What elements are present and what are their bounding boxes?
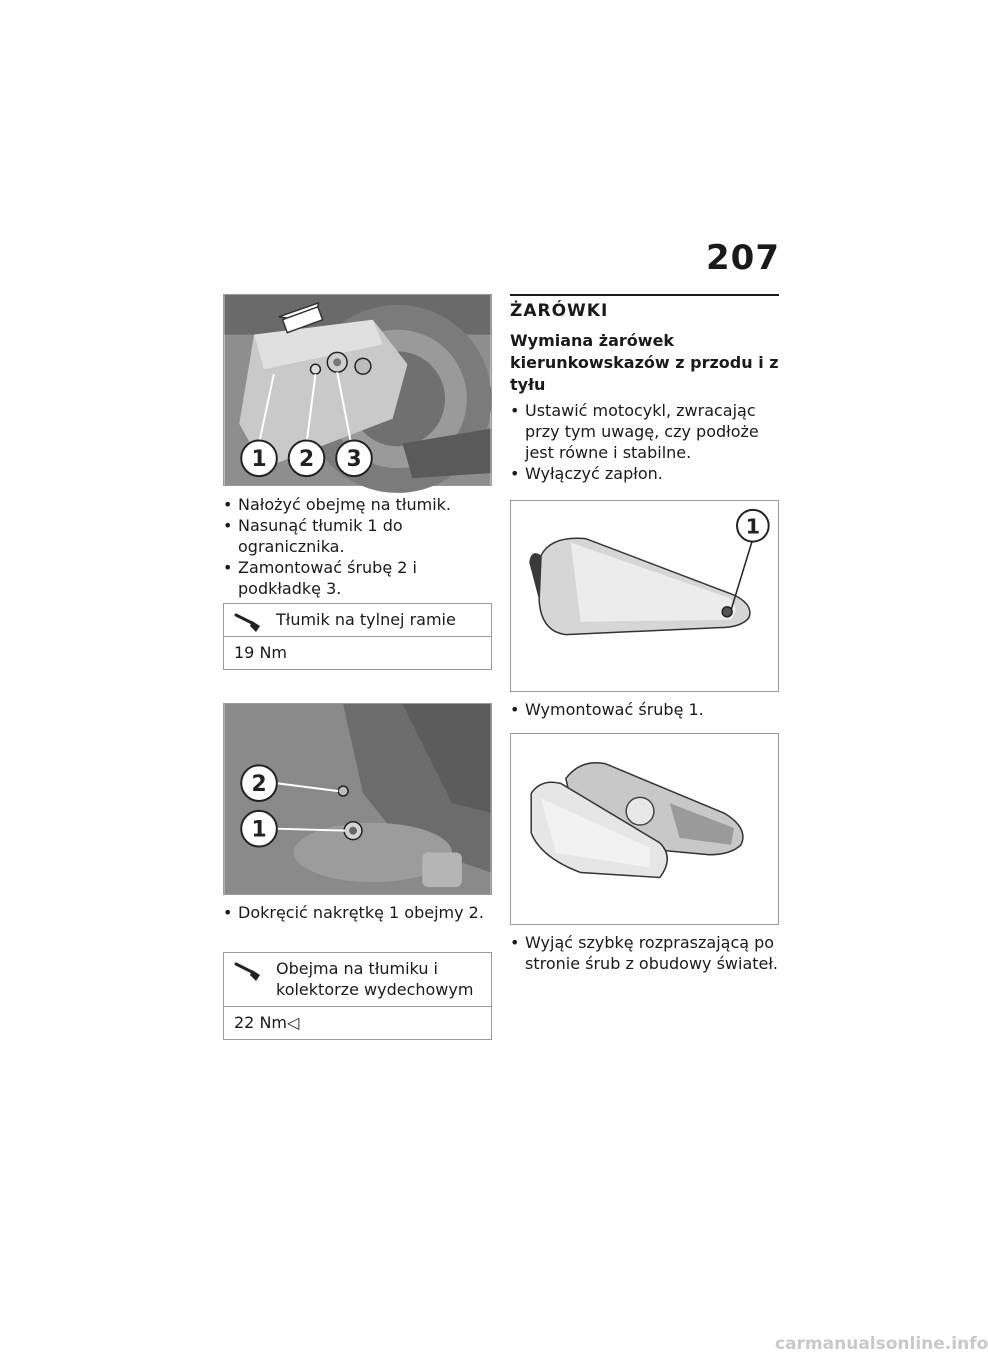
callout-1: [737, 510, 769, 542]
callout-3: [336, 440, 372, 476]
lens-removal-illustration: [511, 734, 778, 924]
footer-watermark: carmanualsonline.info: [775, 1334, 988, 1354]
step-item: • Zamontować śrubę 2 i podkładkę 3.: [223, 557, 492, 599]
torque-wrench-icon: [234, 961, 262, 983]
callout-1: [241, 811, 277, 847]
torque-wrench-icon: [234, 612, 262, 634]
svg-text:2: 2: [298, 447, 315, 473]
torque-label: Obejma na tłumiku i kolektorze wydechowym: [276, 959, 474, 999]
section-divider: [510, 294, 779, 296]
step-item: • Wyłączyć zapłon.: [510, 463, 779, 484]
callout-2: [289, 440, 325, 476]
section-title: ŻARÓWKI: [510, 301, 609, 321]
svg-text:1: 1: [745, 514, 761, 539]
steps-list-b: [223, 902, 492, 923]
exhaust-silencer-illustration: [224, 295, 491, 485]
exhaust-clamp-illustration: [224, 704, 491, 894]
svg-text:1: 1: [251, 817, 267, 843]
page-number: 207: [706, 238, 780, 278]
torque-value: 19 Nm: [234, 643, 287, 662]
steps-list-d: [510, 699, 779, 720]
svg-text:1: 1: [251, 447, 267, 473]
subsection-title: Wymiana żarówek kierunkowskazów z przodu i z tyłu: [510, 331, 779, 394]
svg-text:3: 3: [346, 447, 362, 473]
step-item: • Dokręcić nakrętkę 1 obejmy 2.: [223, 902, 492, 923]
steps-list-a: [223, 494, 492, 599]
torque-label: Tłumik na tylnej ramie: [276, 610, 456, 629]
turn-signal-photo: [510, 500, 779, 692]
exhaust-silencer-photo: [223, 294, 492, 486]
steps-list-e: [510, 932, 779, 974]
lens-removal-photo: [510, 733, 779, 925]
torque-spec-table-1: [223, 603, 492, 670]
callout-2: [241, 765, 277, 801]
torque-value: 22 Nm◁: [234, 1013, 300, 1032]
exhaust-clamp-photo: [223, 703, 492, 895]
step-item: • Wyjąć szybkę rozpraszającą po stronie śrub z obudowy świateł.: [510, 932, 779, 974]
callout-1: [241, 440, 277, 476]
steps-list-c: [510, 400, 779, 484]
turn-signal-illustration: [511, 501, 778, 691]
step-item: • Ustawić motocykl, zwracając przy tym uwagę, czy podłoże jest równe i stabilne.: [510, 400, 779, 463]
step-item: • Wymontować śrubę 1.: [510, 699, 779, 720]
step-item: • Nasunąć tłumik 1 do ogranicznika.: [223, 515, 492, 557]
torque-spec-table-2: [223, 952, 492, 1040]
step-item: • Nałożyć obejmę na tłumik.: [223, 494, 492, 515]
svg-text:2: 2: [251, 772, 267, 798]
